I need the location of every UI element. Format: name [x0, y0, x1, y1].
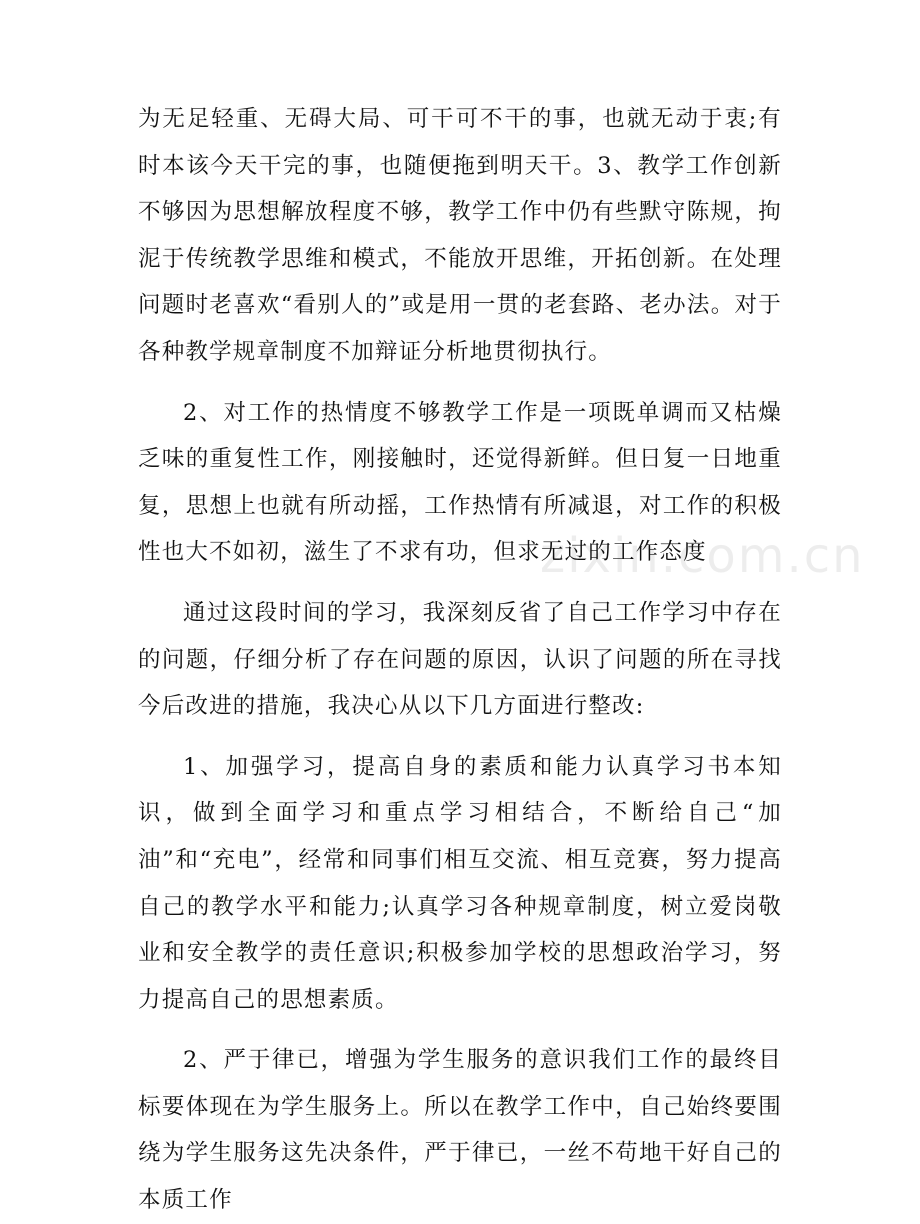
paragraph-work-enthusiasm: 2、对工作的热情度不够教学工作是一项既单调而又枯燥乏味的重复性工作，刚接触时，还觉得新鲜。但日复一日地重复，思想上也就有所动摇，工作热情有所减退，对工作的积极性也大不如初，滋生了不求有功，但求无过的工作态度 — [138, 399, 782, 566]
paragraph-continuation: 为无足轻重、无碍大局、可干可不干的事，也就无动于衷;有时本该今天干完的事，也随便拖到明天干。3、教学工作创新不够因为思想解放程度不够，教学工作中仍有些默守陈规，拘泥于传统教学思维和模式，不能放开思维，开拓创新。在处理问题时老喜欢“看别人的”或是用一贯的老套路、老办法。对于各种教学规章制度不加辩证分析地贯彻执行。 — [138, 106, 782, 365]
paragraph-self-discipline: 2、严于律已，增强为学生服务的意识我们工作的最终目标要体现在为学生服务上。所以在教学工作中，自己始终要围绕为学生服务这先决条件，严于律已，一丝不苟地干好自己的本质工作 — [138, 1047, 782, 1214]
paragraph-reflection: 通过这段时间的学习，我深刻反省了自己工作学习中存在的问题，仔细分析了存在问题的原因，认识了问题的所在寻找今后改进的措施，我决心从以下几方面进行整改: — [138, 599, 782, 720]
watermark: zixin.com.cn — [540, 528, 865, 584]
paragraph-strengthen-learning: 1、加强学习，提高自身的素质和能力认真学习书本知识，做到全面学习和重点学习相结合，不断给自己“加油”和“充电”，经常和同事们相互交流、相互竞赛，努力提高自己的教学水平和能力;认真学习各种规章制度，树立爱岗敬业和安全教学的责任意识;积极参加学校的思想政治学习，努力提高自己的思想素质。 — [138, 753, 782, 1013]
